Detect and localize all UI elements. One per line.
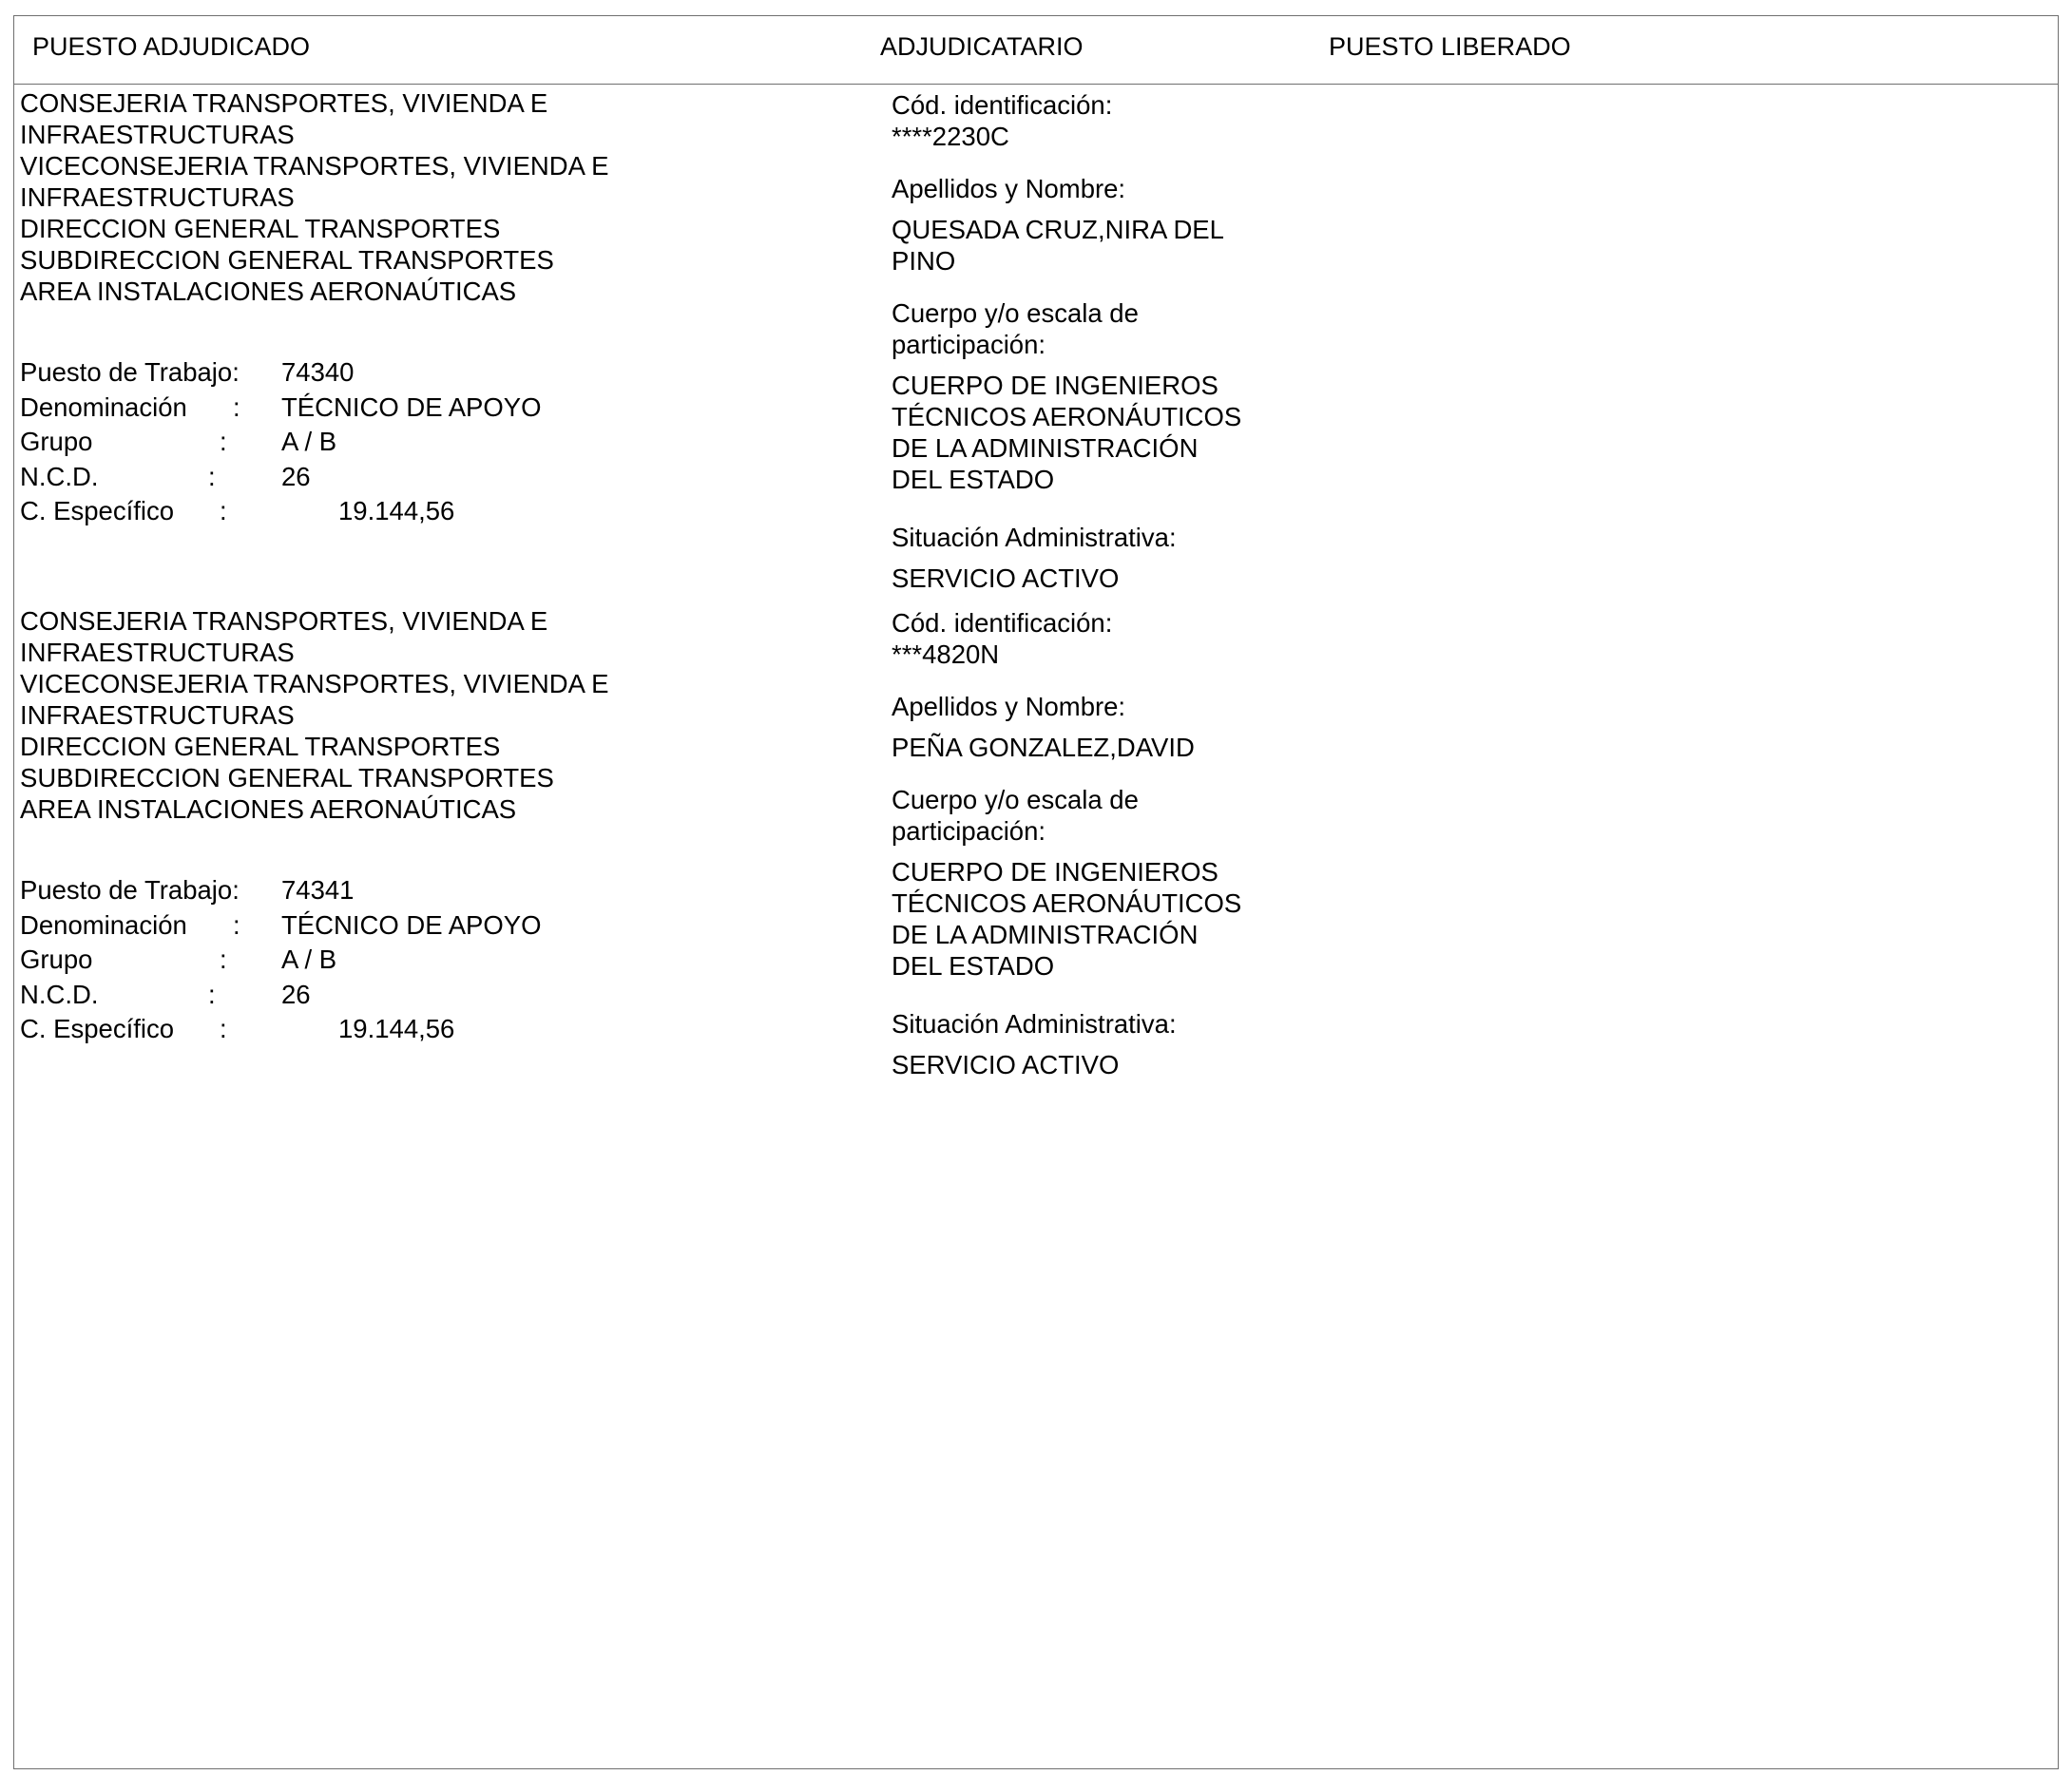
detail-label: C. Específico — [20, 496, 175, 525]
organization-line: DIRECCION GENERAL TRANSPORTES — [20, 214, 501, 243]
detail-colon: : — [220, 945, 227, 974]
detail-label: N.C.D. — [20, 461, 99, 491]
nombre-value: PEÑA GONZALEZ,DAVID — [892, 733, 1195, 762]
organization-line: INFRAESTRUCTURAS — [20, 638, 295, 667]
cuerpo-label: participación: — [892, 330, 1046, 359]
organization-line: SUBDIRECCION GENERAL TRANSPORTES — [20, 245, 554, 275]
detail-colon: : — [220, 1014, 227, 1043]
adjudicatario-block — [892, 89, 1291, 594]
detail-label: Grupo — [20, 945, 93, 974]
cuerpo-value: TÉCNICOS AERONÁUTICOS — [892, 402, 1242, 431]
detail-value: 74341 — [281, 875, 355, 905]
nombre-label: Apellidos y Nombre: — [892, 692, 1126, 721]
organization-block — [20, 87, 608, 307]
organization-line: INFRAESTRUCTURAS — [20, 120, 295, 149]
column-header-adjudicatario: ADJUDICATARIO — [880, 32, 1084, 61]
detail-value: A / B — [281, 427, 337, 456]
organization-line: VICECONSEJERIA TRANSPORTES, VIVIENDA E — [20, 669, 609, 698]
detail-label: N.C.D. — [20, 979, 99, 1009]
detail-colon: : — [208, 461, 216, 491]
nombre-value: PINO — [892, 246, 956, 276]
detail-label: Grupo — [20, 427, 93, 456]
cod-identificacion-label: Cód. identificación: — [892, 90, 1113, 120]
organization-line: INFRAESTRUCTURAS — [20, 700, 295, 730]
detail-row-puesto — [20, 873, 590, 908]
nombre-value: QUESADA CRUZ,NIRA DEL — [892, 215, 1224, 244]
cuerpo-value: CUERPO DE INGENIEROS — [892, 371, 1218, 400]
cuerpo-label: Cuerpo y/o escala de — [892, 298, 1139, 328]
detail-row-denominacion — [20, 391, 590, 426]
cod-identificacion-value: ***4820N — [892, 639, 1000, 669]
situacion-value: SERVICIO ACTIVO — [892, 1050, 1120, 1079]
detail-value: TÉCNICO DE APOYO — [281, 391, 542, 422]
adjudicatario-block — [892, 607, 1291, 1080]
cuerpo-value: DE LA ADMINISTRACIÓN — [892, 920, 1199, 949]
detail-row-denominacion — [20, 908, 590, 944]
detail-row-especifico — [20, 494, 590, 529]
detail-row-ncd — [20, 460, 590, 495]
detail-row-especifico — [20, 1012, 590, 1047]
detail-label: C. Específico — [20, 1014, 175, 1043]
detail-value: TÉCNICO DE APOYO — [281, 909, 542, 940]
cod-identificacion-value: ****2230C — [892, 122, 1009, 151]
detail-colon: : — [233, 909, 240, 940]
detail-row-ncd — [20, 978, 590, 1013]
organization-line: CONSEJERIA TRANSPORTES, VIVIENDA E — [20, 88, 548, 118]
detail-row-grupo — [20, 943, 590, 978]
organization-line: SUBDIRECCION GENERAL TRANSPORTES — [20, 763, 554, 792]
situacion-value: SERVICIO ACTIVO — [892, 563, 1120, 593]
detail-value: 19.144,56 — [338, 1014, 455, 1043]
detail-value: 19.144,56 — [338, 496, 455, 525]
organization-line: CONSEJERIA TRANSPORTES, VIVIENDA E — [20, 606, 548, 636]
column-header-puesto-adjudicado: PUESTO ADJUDICADO — [32, 32, 311, 61]
organization-block — [20, 605, 608, 825]
detail-colon: : — [220, 496, 227, 525]
detail-colon: : — [233, 391, 240, 422]
organization-line: INFRAESTRUCTURAS — [20, 182, 295, 212]
position-details — [20, 355, 590, 529]
organization-line: AREA INSTALACIONES AERONAÚTICAS — [20, 794, 517, 824]
cod-identificacion-label: Cód. identificación: — [892, 608, 1113, 638]
detail-label: Denominación — [20, 391, 187, 422]
cuerpo-label: participación: — [892, 816, 1046, 846]
header-divider — [13, 84, 2059, 85]
cuerpo-value: DEL ESTADO — [892, 465, 1055, 494]
nombre-label: Apellidos y Nombre: — [892, 174, 1126, 203]
situacion-label: Situación Administrativa: — [892, 523, 1177, 552]
detail-label: Puesto de Trabajo: — [20, 875, 240, 905]
cuerpo-label: Cuerpo y/o escala de — [892, 785, 1139, 814]
organization-line: DIRECCION GENERAL TRANSPORTES — [20, 732, 501, 761]
cuerpo-value: TÉCNICOS AERONÁUTICOS — [892, 888, 1242, 918]
detail-value: 74340 — [281, 357, 355, 387]
detail-label: Puesto de Trabajo: — [20, 357, 240, 387]
position-details — [20, 873, 590, 1047]
detail-value: 26 — [281, 461, 311, 491]
cuerpo-value: CUERPO DE INGENIEROS — [892, 857, 1218, 887]
detail-value: A / B — [281, 945, 337, 974]
detail-colon: : — [220, 427, 227, 456]
detail-colon: : — [208, 979, 216, 1009]
column-header-puesto-liberado: PUESTO LIBERADO — [1329, 32, 1571, 61]
detail-row-grupo — [20, 425, 590, 460]
cuerpo-value: DE LA ADMINISTRACIÓN — [892, 433, 1199, 463]
organization-line: AREA INSTALACIONES AERONAÚTICAS — [20, 277, 517, 306]
organization-line: VICECONSEJERIA TRANSPORTES, VIVIENDA E — [20, 151, 609, 181]
detail-row-puesto — [20, 355, 590, 391]
situacion-label: Situación Administrativa: — [892, 1009, 1177, 1039]
detail-label: Denominación — [20, 909, 187, 940]
cuerpo-value: DEL ESTADO — [892, 951, 1055, 981]
detail-value: 26 — [281, 979, 311, 1009]
